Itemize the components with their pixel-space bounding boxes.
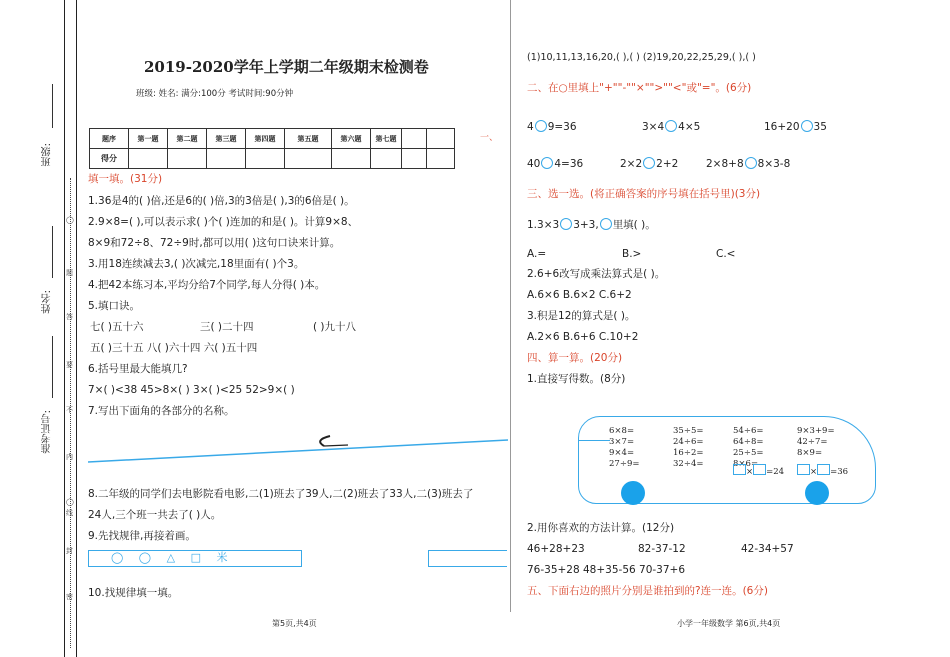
car-problem: 25÷5= xyxy=(733,448,764,458)
compare-row-1b xyxy=(642,120,700,134)
class-label: 班级: xyxy=(42,143,53,167)
car-problem: 24÷6= xyxy=(673,437,704,447)
choice-q3-options: A.2×6 B.6+6 C.10+2 xyxy=(527,331,639,343)
choice-q1-part-b: 3+3, xyxy=(573,219,599,231)
choice-q1 xyxy=(527,218,656,232)
question-2-line-1: 2.9×8=( ),可以表示求( )个( )连加的和是( )。计算9×8、 xyxy=(88,216,359,228)
class-underline xyxy=(52,84,53,128)
seal-circle-2: ◯ xyxy=(66,498,74,506)
compare-left: 4 xyxy=(527,121,534,133)
car-blank-equation-1 xyxy=(733,464,784,478)
pattern-shapes: ◯ ◯ △ □ 米 xyxy=(111,551,234,564)
calc-q2-row-1b: 82-37-12 xyxy=(638,543,686,555)
answer-circle[interactable] xyxy=(801,120,813,132)
calc-q2-row-1c: 42-34+57 xyxy=(741,543,794,555)
compare-right: 4=36 xyxy=(554,158,584,170)
exam-id-label: 准考证号: xyxy=(42,410,53,454)
pattern-answer-box[interactable] xyxy=(428,550,507,567)
question-9: 9.先找规律,再接着画。 xyxy=(88,530,196,542)
answer-box[interactable] xyxy=(797,464,810,475)
product-24: =24 xyxy=(766,467,785,477)
score-cell: 第二题 xyxy=(168,129,207,149)
strip-border-left xyxy=(64,0,65,657)
section-3-title: 三、选一选。(将正确答案的序号填在括号里)(3分) xyxy=(527,188,761,200)
calc-q2-row-2: 76-35+28 48+35-56 70-37+6 xyxy=(527,564,686,576)
calc-q2-row-1a: 46+28+23 xyxy=(527,543,585,555)
car-problem: 9×4= xyxy=(609,448,635,458)
name-underline xyxy=(52,226,53,278)
question-5-row-1c: ( )九十八 xyxy=(313,321,357,333)
question-6-row: 7×( )<38 45>8×( ) 3×( )<25 52>9×( ) xyxy=(88,384,295,396)
seal-char: 线 xyxy=(66,509,73,517)
page-footer-right: 小学一年级数学 第6页,共4页 xyxy=(677,619,781,628)
compare-left: 2×2 xyxy=(620,158,643,170)
choice-q2: 2.6+6改写成乘法算式是( )。 xyxy=(527,268,666,280)
car-problem: 32÷4= xyxy=(673,459,704,469)
calc-q1: 1.直接写得数。(8分) xyxy=(527,373,626,385)
car-problem: 8×9= xyxy=(797,448,823,458)
score-cell: 题序 xyxy=(90,129,129,149)
car-col-1 xyxy=(609,426,639,470)
car-problem: 9×3+9= xyxy=(797,426,835,436)
car-problem: 16÷2= xyxy=(673,448,704,458)
car-problem: 35÷5= xyxy=(673,426,704,436)
strip-border-right xyxy=(76,0,77,657)
answer-box[interactable] xyxy=(817,464,830,475)
times-sign: × xyxy=(810,467,818,477)
times-sign: × xyxy=(746,467,754,477)
score-cell: 第七题 xyxy=(371,129,402,149)
compare-right: 8×3-8 xyxy=(757,158,791,170)
compare-row-2b xyxy=(620,157,678,171)
question-5-row-1a: 七( )五十六 xyxy=(90,321,144,333)
score-cell: 第四题 xyxy=(246,129,285,149)
compare-left: 16+20 xyxy=(764,121,800,133)
score-input-cell[interactable] xyxy=(371,149,402,169)
section-4-title: 四、算一算。(20分) xyxy=(527,352,623,364)
choice-q1-option-a: A.= xyxy=(527,248,547,260)
answer-circle[interactable] xyxy=(643,157,655,169)
pattern-shapes-box xyxy=(88,550,302,567)
score-cell xyxy=(427,129,455,149)
score-input-cell[interactable] xyxy=(332,149,371,169)
score-input-cell[interactable] xyxy=(285,149,332,169)
seal-circle-1: ◯ xyxy=(66,216,74,224)
compare-left: 3×4 xyxy=(642,121,665,133)
angle-figure xyxy=(88,430,508,466)
car-problem: 54÷6= xyxy=(733,426,764,436)
seal-char: 答 xyxy=(66,313,73,321)
answer-circle[interactable] xyxy=(541,157,553,169)
question-8-line-2: 24人,三个班一共去了( )人。 xyxy=(88,509,222,521)
section-5-title: 五、下面右边的照片分别是谁拍到的?连一连。(6分) xyxy=(527,585,768,597)
compare-row-2 xyxy=(527,157,583,171)
seal-char: 封 xyxy=(66,547,73,555)
question-10: 10.找规律填一填。 xyxy=(88,587,179,599)
question-6: 6.括号里最大能填几? xyxy=(88,363,188,375)
choice-q1-part-a: 1.3×3 xyxy=(527,219,560,231)
car-blank-equation-2 xyxy=(797,464,848,478)
question-7: 7.写出下面角的各部分的名称。 xyxy=(88,405,235,417)
question-4: 4.把42本练习本,平均分给7个同学,每人分得( )本。 xyxy=(88,279,326,291)
score-cell: 第六题 xyxy=(332,129,371,149)
car-col-4 xyxy=(797,426,835,459)
score-input-cell[interactable] xyxy=(207,149,246,169)
car-window-line xyxy=(578,440,610,441)
car-problem: 42÷7= xyxy=(797,437,828,447)
section-2-title: 二、在○里填上"+""-""×"">""<"或"="。(6分) xyxy=(527,82,752,94)
compare-row-1 xyxy=(527,120,577,134)
score-input-cell[interactable] xyxy=(402,149,427,169)
car-problem: 3×7= xyxy=(609,437,635,447)
choice-q2-options: A.6×6 B.6×2 C.6+2 xyxy=(527,289,632,301)
name-label: 姓名: xyxy=(42,290,53,314)
score-table-score-row xyxy=(90,149,455,169)
score-input-cell[interactable] xyxy=(129,149,168,169)
compare-row-1c xyxy=(764,120,827,134)
compare-right: 4×5 xyxy=(678,121,701,133)
product-36: =36 xyxy=(830,467,849,477)
section-1-number: 一、 xyxy=(480,133,499,143)
exam-info: 班级: 姓名: 满分:100分 考试时间:90分钟 xyxy=(136,89,294,99)
question-5-row-1b: 三( )二十四 xyxy=(200,321,254,333)
choice-q1-option-b: B.> xyxy=(622,248,642,260)
car-problem: 6×8= xyxy=(609,426,635,436)
calc-q2: 2.用你喜欢的方法计算。(12分) xyxy=(527,522,675,534)
question-8-line-1: 8.二年级的同学们去电影院看电影,二(1)班去了39人,二(2)班去了33人,二(3)班去了 xyxy=(88,488,474,500)
compare-left: 2×8+8 xyxy=(706,158,744,170)
car-wheel-front xyxy=(621,481,645,505)
score-cell xyxy=(402,129,427,149)
score-row-label: 得分 xyxy=(90,149,129,169)
score-table xyxy=(89,128,455,169)
score-input-cell[interactable] xyxy=(246,149,285,169)
section-1-title: 填一填。(31分) xyxy=(88,173,163,185)
exam-id-underline xyxy=(52,336,53,398)
question-5-row-2: 五( )三十五 八( )六十四 六( )五十四 xyxy=(90,342,258,354)
seal-char: 不 xyxy=(66,406,73,414)
answer-box[interactable] xyxy=(753,464,766,475)
angle-ray-2 xyxy=(324,445,348,446)
choice-q1-option-c: C.< xyxy=(716,248,736,260)
seal-char: 内 xyxy=(66,453,73,461)
score-input-cell[interactable] xyxy=(168,149,207,169)
car-problem: 8×6= xyxy=(733,459,759,469)
choice-q3: 3.积是12的算式是( )。 xyxy=(527,310,636,322)
circle-symbol xyxy=(600,218,612,230)
seal-char: 密 xyxy=(66,593,73,601)
score-cell: 第三题 xyxy=(207,129,246,149)
question-2-line-2: 8×9和72÷8、72÷9时,都可以用( )这句口诀来计算。 xyxy=(88,237,341,249)
answer-circle[interactable] xyxy=(560,218,572,230)
car-problem: 27÷9= xyxy=(609,459,640,469)
answer-circle[interactable] xyxy=(745,157,757,169)
compare-right: 2+2 xyxy=(656,158,679,170)
question-1: 1.36是4的( )倍,还是6的( )倍,3的3倍是( ),3的6倍是( )。 xyxy=(88,195,355,207)
question-3: 3.用18连续减去3,( )次减完,18里面有( )个3。 xyxy=(88,258,305,270)
angle-arc xyxy=(320,436,330,446)
choice-q1-part-c: 里填( )。 xyxy=(612,219,656,231)
compare-row-2c xyxy=(706,157,790,171)
car-col-2 xyxy=(673,426,703,470)
score-table-header-row xyxy=(90,129,455,149)
page-footer-left: 第5页,共4页 xyxy=(272,619,317,628)
compare-right: 35 xyxy=(813,121,827,133)
score-input-cell[interactable] xyxy=(427,149,455,169)
car-problem: 64÷8= xyxy=(733,437,764,447)
sequence-question: (1)10,11,13,16,20,( ),( ) (2)19,20,22,25,29,( ),( ) xyxy=(527,52,756,63)
car-wheel-rear xyxy=(805,481,829,505)
score-cell: 第五题 xyxy=(285,129,332,149)
seal-char: 要 xyxy=(66,361,73,369)
question-5: 5.填口诀。 xyxy=(88,300,141,312)
seal-char: 题 xyxy=(66,269,73,277)
page-divider xyxy=(510,0,511,612)
answer-circle[interactable] xyxy=(665,120,677,132)
score-cell: 第一题 xyxy=(129,129,168,149)
compare-left: 40 xyxy=(527,158,541,170)
exam-title: 2019-2020学年上学期二年级期末检测卷 xyxy=(144,58,429,76)
compare-right: 9=36 xyxy=(547,121,577,133)
answer-box[interactable] xyxy=(733,464,746,475)
answer-circle[interactable] xyxy=(535,120,547,132)
angle-ray xyxy=(88,440,508,462)
